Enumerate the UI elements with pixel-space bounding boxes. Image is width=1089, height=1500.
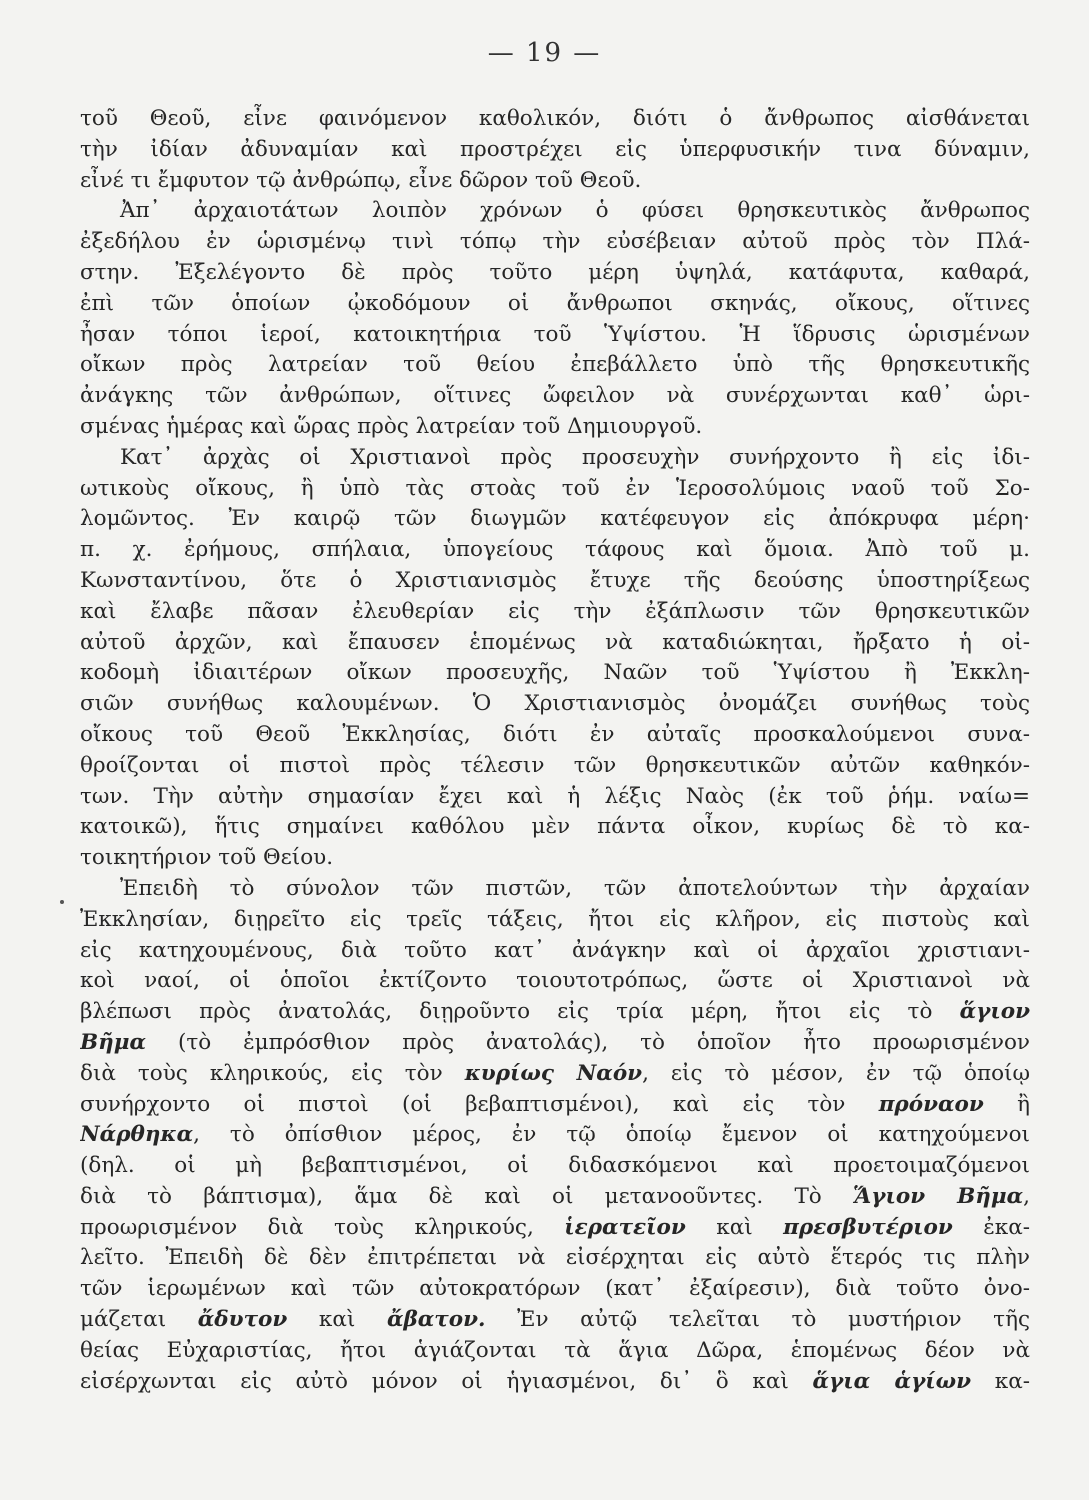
emphasized-term: ἅγια ἁγίων	[812, 1368, 972, 1394]
text-line	[80, 1120, 1030, 1151]
line-text: των. Τὴν αὐτὴν σημασίαν ἔχει καὶ ἡ λέξις Ναὸς (ἐκ τοῦ ῥήμ. ναίω=	[80, 783, 1030, 809]
emphasized-term: ἱερατεῖον	[564, 1214, 686, 1240]
text-line	[80, 628, 1030, 659]
line-text: ἦσαν τόποι ἱεροί, κατοικητήρια τοῦ Ὑψίστου. Ἡ ἵδρυσις ὡρισμένων	[80, 321, 1030, 347]
line-text: σμένας ἡμέρας καὶ ὥρας πρὸς λατρείαν τοῦ Δημιουργοῦ.	[80, 413, 703, 439]
line-text: ,	[1023, 1183, 1030, 1209]
line-text: τῶν ἱερωμένων καὶ τῶν αὐτοκρατόρων (κατ᾿ ἐξαίρεσιν), διὰ τοῦτο ὀνο-	[80, 1276, 1030, 1302]
scan-speck	[60, 900, 64, 904]
emphasized-term: ἅγιον	[959, 999, 1030, 1025]
text-line	[80, 1336, 1030, 1367]
emphasized-term: Βῆμα	[80, 1029, 147, 1055]
line-text: Κωνσταντίνου, ὅτε ὁ Χριστιανισμὸς ἔτυχε τῆς δεούσης ὑποστηρίξεως	[80, 567, 1030, 593]
line-text: τοικητήριον τοῦ Θείου.	[80, 845, 334, 871]
emphasized-term: πρόναον	[878, 1091, 984, 1117]
text-line	[80, 535, 1030, 566]
emphasized-term: ἄβατον.	[386, 1307, 486, 1333]
line-text: λομῶντος. Ἐν καιρῷ τῶν διωγμῶν κατέφευγον εἰς ἀπόκρυφα μέρη·	[80, 506, 1030, 532]
text-line	[80, 135, 1030, 166]
line-text: Ἐκκλησίαν, διῃρεῖτο εἰς τρεῖς τάξεις, ἤτοι εἰς κλῆρον, εἰς πιστοὺς καὶ	[80, 906, 1030, 932]
line-text: Ἀπ᾿ ἀρχαιοτάτων λοιπὸν χρόνων ὁ φύσει θρησκευτικὸς ἄνθρωπος	[120, 198, 1030, 224]
line-text: θροίζονται οἱ πιστοὶ πρὸς τέλεσιν τῶν θρησκευτικῶν αὐτῶν καθηκόν-	[80, 752, 1030, 778]
line-text: ἀνάγκης τῶν ἀνθρώπων, οἵτινες ὤφειλον νὰ συνέρχωνται καθ᾿ ὡρι-	[80, 383, 1030, 409]
text-line	[80, 566, 1030, 597]
line-text: τοῦ Θεοῦ, εἶνε φαινόμενον καθολικόν, διότι ὁ ἄνθρωπος αἰσθάνεται	[80, 106, 1030, 131]
line-text: κατοικῶ), ἥτις σημαίνει καθόλου μὲν πάντα οἶκον, κυρίως δὲ τὸ κα-	[80, 814, 1030, 840]
text-line	[80, 905, 1030, 936]
text-line	[80, 289, 1030, 320]
line-text: καὶ	[685, 1214, 784, 1240]
line-text: Ἐν αὐτῷ τελεῖται τὸ μυστήριον τῆς	[485, 1307, 1030, 1333]
emphasized-term: κυρίως Ναόν	[464, 1060, 643, 1086]
text-line	[80, 997, 1030, 1028]
line-text: ωτικοὺς οἴκους, ἢ ὑπὸ τὰς στοὰς τοῦ ἐν Ἱεροσολύμοις ναοῦ τοῦ Σο-	[80, 475, 1030, 501]
page-number: — 19 —	[487, 38, 602, 68]
text-line	[80, 966, 1030, 997]
text-line	[80, 1090, 1030, 1121]
line-text: Ἐπειδὴ τὸ σύνολον τῶν πιστῶν, τῶν ἀποτελούντων τὴν ἀρχαίαν	[120, 875, 1030, 901]
text-line	[80, 381, 1030, 412]
text-line	[80, 1182, 1030, 1213]
text-line	[80, 1213, 1030, 1244]
text-line	[80, 1243, 1030, 1274]
text-line	[80, 258, 1030, 289]
line-text: κοδομὴ ἰδιαιτέρων οἴκων προσευχῆς, Ναῶν τοῦ Ὑψίστου ἢ Ἐκκλη-	[80, 660, 1030, 686]
text-line	[80, 1274, 1030, 1305]
line-text: κοὶ ναοί, οἱ ὁποῖοι ἐκτίζοντο τοιουτοτρόπως, ὥστε οἱ Χριστιανοὶ νὰ	[80, 968, 1030, 994]
line-text: (δηλ. οἱ μὴ βεβαπτισμένοι, οἱ διδασκόμενοι καὶ προετοιμαζόμενοι	[80, 1153, 1030, 1179]
line-text: εἰς κατηχουμένους, διὰ τοῦτο κατ᾿ ἀνάγκην καὶ οἱ ἀρχαῖοι χριστιανι-	[80, 937, 1030, 963]
line-text: στην. Ἐξελέγοντο δὲ πρὸς τοῦτο μέρη ὑψηλά, κατάφυτα, καθαρά,	[80, 259, 1030, 285]
text-line	[80, 812, 1030, 843]
line-text: προωρισμένον διὰ τοὺς κληρικούς,	[80, 1214, 565, 1240]
line-text: σιῶν συνήθως καλουμένων. Ὁ Χριστιανισμὸς ὀνομάζει συνήθως τοὺς	[80, 691, 1030, 717]
line-text: οἴκους τοῦ Θεοῦ Ἐκκλησίας, διότι ἐν αὐταῖς προσκαλούμενοι συνα-	[80, 721, 1030, 747]
line-text: εἰσέρχωνται εἰς αὐτὸ μόνον οἱ ἡγιασμένοι, δι᾿ ὃ καὶ	[80, 1368, 813, 1394]
line-text: μάζεται	[80, 1307, 198, 1333]
text-line	[80, 227, 1030, 258]
emphasized-term: Νάρθηκα	[80, 1122, 194, 1148]
line-text: συνήρχοντο οἱ πιστοὶ (οἱ βεβαπτισμένοι), καὶ εἰς τὸν	[80, 1091, 879, 1117]
text-line	[80, 504, 1030, 535]
emphasized-term: Ἅγιον Βῆμα	[853, 1183, 1024, 1209]
line-text: λεῖτο. Ἐπειδὴ δὲ δὲν ἐπιτρέπεται νὰ εἰσέρχηται εἰς αὐτὸ ἕτερός τις πλὴν	[80, 1245, 1030, 1271]
text-line	[80, 320, 1030, 351]
text-line	[80, 196, 1030, 227]
text-line	[80, 1305, 1030, 1336]
line-text: Κατ᾿ ἀρχὰς οἱ Χριστιανοὶ πρὸς προσευχὴν συνήρχοντο ἢ εἰς ἰδι-	[120, 444, 1030, 470]
text-line	[80, 751, 1030, 782]
line-text: αὐτοῦ ἀρχῶν, καὶ ἔπαυσεν ἑπομένως νὰ καταδιώκηται, ἤρξατο ἡ οἰ-	[80, 629, 1030, 655]
line-text: θείας Εὐχαριστίας, ἤτοι ἁγιάζονται τὰ ἅγια Δῶρα, ἑπομένως δέον νὰ	[80, 1337, 1030, 1363]
text-line	[80, 689, 1030, 720]
line-text: οἴκων πρὸς λατρείαν τοῦ θείου ἐπεβάλλετο ὑπὸ τῆς θρησκευτικῆς	[80, 352, 1030, 378]
line-text: (τὸ ἐμπρόσθιον πρὸς ἀνατολάς), τὸ ὁποῖον ἦτο προωρισμένον	[146, 1029, 1030, 1055]
text-line	[80, 843, 1030, 874]
text-line	[80, 1028, 1030, 1059]
body-text	[80, 104, 1030, 1397]
line-text: βλέπωσι πρὸς ἀνατολάς, διῃροῦντο εἰς τρία μέρη, ἤτοι εἰς τὸ	[80, 999, 960, 1025]
line-text: , εἰς τὸ μέσον, ἐν τῷ ὁποίῳ	[642, 1060, 1030, 1086]
text-line	[80, 936, 1030, 967]
line-text: διὰ τοὺς κληρικούς, εἰς τὸν	[80, 1060, 465, 1086]
line-text: καὶ	[287, 1307, 387, 1333]
emphasized-term: ἄδυτον	[197, 1307, 288, 1333]
emphasized-term: πρεσβυτέριον	[783, 1214, 953, 1240]
text-line	[80, 874, 1030, 905]
line-text: κα-	[971, 1368, 1030, 1394]
text-line	[80, 782, 1030, 813]
text-line	[80, 474, 1030, 505]
text-line	[80, 443, 1030, 474]
line-text: ἐξεδήλου ἐν ὡρισμένῳ τινὶ τόπῳ τὴν εὐσέβειαν αὐτοῦ πρὸς τὸν Πλά-	[80, 229, 1030, 255]
line-text: ἐπὶ τῶν ὁποίων ᾠκοδόμουν οἱ ἄνθρωποι σκηνάς, οἴκους, οἵτινες	[80, 290, 1030, 316]
text-line	[80, 597, 1030, 628]
line-text: π. χ. ἐρήμους, σπήλαια, ὑπογείους τάφους καὶ ὅμοια. Ἀπὸ τοῦ μ.	[80, 537, 1030, 563]
line-text: ἢ	[983, 1091, 1030, 1117]
text-line	[80, 658, 1030, 689]
line-text: , τὸ ὀπίσθιον μέρος, ἐν τῷ ὁποίῳ ἔμενον οἱ κατηχούμενοι	[193, 1122, 1030, 1148]
text-line	[80, 104, 1030, 135]
line-text: τὴν ἰδίαν ἀδυναμίαν καὶ προστρέχει εἰς ὑπερφυσικήν τινα δύναμιν,	[80, 136, 1030, 162]
line-text: καὶ ἔλαβε πᾶσαν ἐλευθερίαν εἰς τὴν ἐξάπλωσιν τῶν θρησκευτικῶν	[80, 598, 1030, 624]
text-line	[80, 1151, 1030, 1182]
text-line	[80, 412, 1030, 443]
line-text: εἶνέ τι ἔμφυτον τῷ ἀνθρώπῳ, εἶνε δῶρον τοῦ Θεοῦ.	[80, 167, 642, 193]
line-text: διὰ τὸ βάπτισμα), ἅμα δὲ καὶ οἱ μετανοοῦντες. Τὸ	[80, 1183, 854, 1209]
text-line	[80, 720, 1030, 751]
text-line	[80, 350, 1030, 381]
text-line	[80, 1367, 1030, 1398]
line-text: ἐκα-	[952, 1214, 1030, 1240]
text-line	[80, 1059, 1030, 1090]
text-line	[80, 166, 1030, 197]
